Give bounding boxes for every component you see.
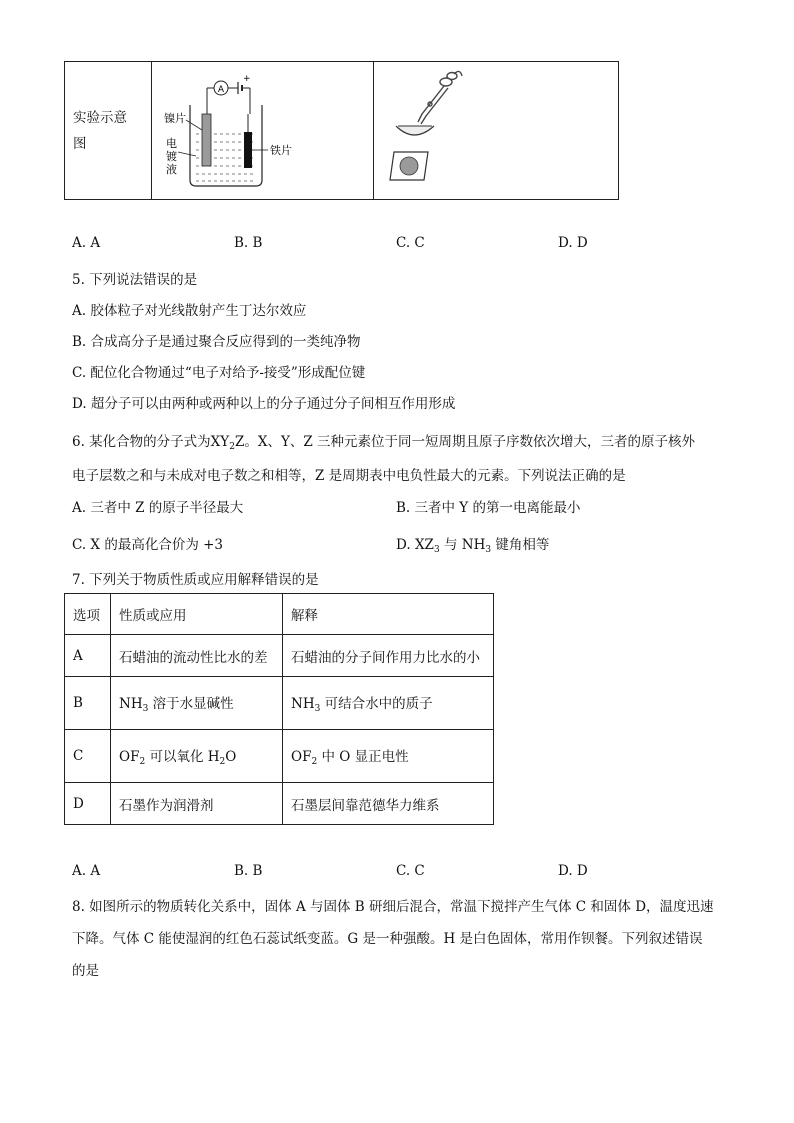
electroplating-diagram-cell xyxy=(152,62,374,200)
q4-option-b[interactable]: B. B xyxy=(234,235,263,251)
header-explanation: 解释 xyxy=(283,594,494,635)
q6-option-c[interactable]: C. X 的最高化合价为 +3 xyxy=(72,537,224,553)
table-row xyxy=(65,677,494,730)
electroplating-diagram xyxy=(152,62,373,195)
heating-diagram xyxy=(374,62,618,195)
q6-option-b[interactable]: B. 三者中 Y 的第一电离能最小 xyxy=(396,500,581,516)
q6-stem-line2: 电子层数之和与未成对电子数之和相等，Z 是周期表中电负性最大的元素。下列说法正确的是 xyxy=(72,468,626,484)
table-row xyxy=(65,635,494,677)
row-explanation: 石蜡油的分子间作用力比水的小 xyxy=(283,635,494,677)
row-option: D xyxy=(65,783,111,825)
plating-label-1: 电 xyxy=(166,137,177,150)
table-row xyxy=(65,730,494,783)
q7-option-c[interactable]: C. C xyxy=(396,863,425,879)
q6-option-d[interactable]: D. $XZ_3$ 与 $NH_3$ 键角相等 xyxy=(396,537,550,555)
row-property: 石墨作为润滑剂 xyxy=(111,783,283,825)
row-explanation: $NH_3$ 可结合水中的质子 xyxy=(283,677,494,730)
dish-icon xyxy=(396,126,434,135)
battery-sign: + xyxy=(243,74,251,84)
q7-stem: 7. 下列关于物质性质或应用解释错误的是 xyxy=(72,572,319,588)
q5-option-b[interactable]: B. 合成高分子是通过聚合反应得到的一类纯净物 xyxy=(72,334,361,350)
q5-option-a[interactable]: A. 胶体粒子对光线散射产生丁达尔效应 xyxy=(72,303,307,319)
q6-stem-line1: 6. 某化合物的分子式为$XY_2Z$。X、Y、Z 三种元素位于同一短周期且原子序数依次增大，三者的原子核外 xyxy=(72,434,696,452)
q8-line3: 的是 xyxy=(72,963,99,979)
q7-table xyxy=(64,593,494,825)
q4-option-a[interactable]: A. A xyxy=(72,235,101,251)
row-option: C xyxy=(65,730,111,783)
plating-label-3: 液 xyxy=(166,163,177,176)
q4-option-d[interactable]: D. D xyxy=(558,235,588,251)
nickel-label: 镍片 xyxy=(164,112,186,125)
tongs-icon xyxy=(418,71,462,124)
q7-option-d[interactable]: D. D xyxy=(558,863,588,879)
row-property: 石蜡油的流动性比水的差 xyxy=(111,635,283,677)
q7-option-a[interactable]: A. A xyxy=(72,863,101,879)
nickel-plate xyxy=(202,114,211,166)
header-property: 性质或应用 xyxy=(111,594,283,635)
iron-label: 铁片 xyxy=(270,144,292,157)
heating-diagram-cell xyxy=(374,62,619,200)
row-explanation: $OF_2$ 中 O 显正电性 xyxy=(283,730,494,783)
q5-stem: 5. 下列说法错误的是 xyxy=(72,272,198,288)
iron-plate xyxy=(244,132,252,168)
row-property: $NH_3$ 溶于水显碱性 xyxy=(111,677,283,730)
row-explanation: 石墨层间靠范德华力维系 xyxy=(283,783,494,825)
q5-option-c[interactable]: C. 配位化合物通过“电子对给予-接受”形成配位键 xyxy=(72,365,366,381)
table-row xyxy=(65,783,494,825)
table-header-row xyxy=(65,594,494,635)
row-property: $OF_2$ 可以氧化 $H_2O$ xyxy=(111,730,283,783)
sample-circle xyxy=(400,157,418,175)
header-option: 选项 xyxy=(65,594,111,635)
plating-label-2: 镀 xyxy=(166,150,177,163)
experiment-row-label: 实验示意图 xyxy=(65,62,152,200)
q4-option-c[interactable]: C. C xyxy=(396,235,425,251)
q5-option-d[interactable]: D. 超分子可以由两种或两种以上的分子通过分子间相互作用形成 xyxy=(72,396,456,412)
experiment-table xyxy=(64,61,619,200)
row-option: B xyxy=(65,677,111,730)
q8-line1: 8. 如图所示的物质转化关系中，固体 A 与固体 B 研细后混合，常温下搅拌产生气体 C 和固体 D，温度迅速 xyxy=(72,899,714,915)
row-option: A xyxy=(65,635,111,677)
q6-option-a[interactable]: A. 三者中 Z 的原子半径最大 xyxy=(72,500,244,516)
q8-line2: 下降。气体 C 能使湿润的红色石蕊试纸变蓝。G 是一种强酸。H 是白色固体，常用作钡餐。下列叙述错误 xyxy=(72,931,703,947)
q7-option-b[interactable]: B. B xyxy=(234,863,263,879)
ammeter-label: A xyxy=(217,85,225,95)
